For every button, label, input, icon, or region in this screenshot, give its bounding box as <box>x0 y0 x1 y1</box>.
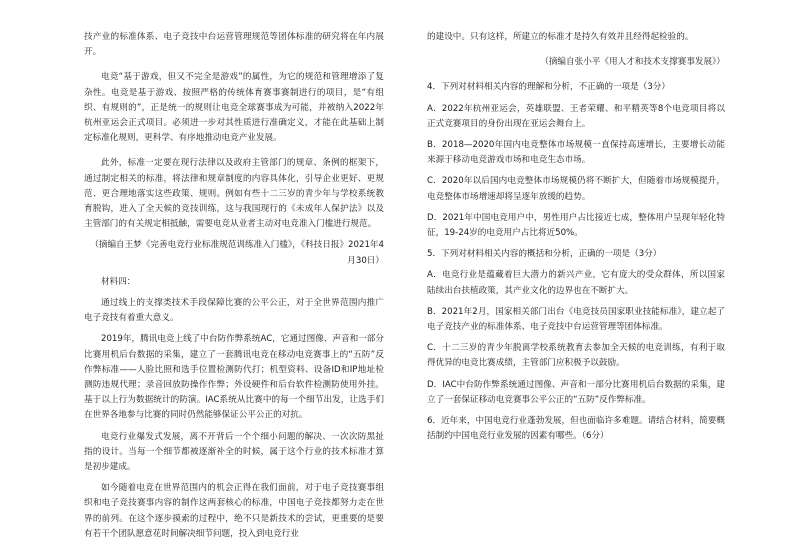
right-column <box>427 30 725 444</box>
question-5-option-c: C．十二三岁的青少年脱离学校系统教育去参加全天候的电竞训练，有利于取得优异的电竞比赛成绩，主管部门应积极予以鼓励。 <box>427 343 725 369</box>
material-four-heading: 材料四： <box>101 276 136 287</box>
source-citation-1: （摘编自王梦《完善电竞行业标准规范训练准入门槛》，《科技日报》2021年4月30日） <box>90 240 384 266</box>
left-paragraph-4: 通过线上的支撑类技术手段保障比赛的公平公正，对于全世界范围内推广电子竞技有着重大意义。 <box>84 298 384 324</box>
left-paragraph-6: 电竞行业爆发式发展，离不开背后一个个细小问题的解决、一次次防黑扯指的设计。当每一个细节都被逐渐补全的时候，属于这个行业的技术标准才算是初步建成。 <box>84 431 384 473</box>
question-5: 5．下列对材料相关内容的概括和分析，正确的一项是（3分） <box>427 249 662 260</box>
source-citation-2: （摘编自张小平《用人才和技术支撑赛事发展》） <box>540 57 725 68</box>
question-5-option-a: A．电竞行业是蕴藏着巨大潜力的新兴产业，它有庞大的受众群体，所以国家陆续出台扶植政策，其产业文化的边界也在不断扩大。 <box>427 270 725 296</box>
left-paragraph-2: 电竞“基于游戏，但又不完全是游戏”的属性，为它的规范和管理增添了复杂性。电竞是基于游戏、按照严格的传统体育赛事赛制进行的项目，是“有组织、有规则的”，正是统一的规则让电竞全球赛事成为可能，并被纳入2022年杭州亚运会正式项目。必须进一步对其性质进行准确定义，才能在此基础上制定标准化规则，更科学、有序地推动电竞产业发展。 <box>84 72 384 144</box>
left-paragraph-7: 如今随着电竞在世界范围内的机会正得在我们面前，对于电子竞技赛事组织和电子竞技赛事内容的制作这两套核心的标准，中国电子竞技都努力走在世界的前列。在这个逐步摸索的过程中，绝不只是新技术的尝试，更重要的是要有若干个团队愿意花时间解决细节问题，投入到电竞行业 <box>84 483 384 539</box>
left-paragraph-3: 此外，标准一定要在现行法律以及政府主管部门的规章、条例的框架下，通过制定相关的标准，将法律和规章制度的内容具体化，引导企业更好、更规范、更合理地落实这些政策、规则。例如有些十二三岁的青少年与学校系统教育脱钩，进入了全天候的竞技训练，这与我国现行的《未成年人保护法》以及主管部门的有关规定相抵触，需要电竞从业者主动对电竞准入门槛进行规范。 <box>84 158 384 230</box>
question-4: 4．下列对材料相关内容的理解和分析，不正确的一项是（3分） <box>427 82 670 93</box>
question-5-option-d: D．IAC中台防作弊系统通过图像、声音和一部分比赛用机后台数据的采集，建立了一套保证移动电竞赛事公平公正的“五防”反作弊标准。 <box>427 379 725 405</box>
left-column <box>84 30 384 542</box>
left-paragraph-5: 2019年，腾讯电竞上线了中台防作弊系统AC，它通过图像、声音和一部分比赛用机后台数据的采集，建立了一套腾讯电竞在移动电竞赛事上的“五防”反作弊标准——人脸比照和选手位置检测防代打；机型资料、设备ID和IP地址检测防违规代理；录音回放防操作作弊；外设硬件和后台软件检测防使用外挂。基于以上行为数据统计的防演。IAC系统从比赛中的每一个细节出发，让选手们在世界各地参与比赛的同时仍然能够保证公平公正的对抗。 <box>84 334 384 421</box>
question-4-option-b: B．2018—2020年国内电竞整体市场规模一直保持高速增长，主要增长动能来源于移动电竞游戏市场和电竞生态市场。 <box>427 140 725 166</box>
question-6: 6．近年来，中国电竞行业蓬勃发展，但也面临许多难题。请结合材料，简要概括制约中国电竞行业发展的因素有哪些。（6分） <box>427 416 725 442</box>
question-4-option-d: D．2021年中国电竞用户中，男性用户占比接近七成，整体用户呈现年轻化特征，19-24岁的电竞用户占比将近50%。 <box>427 212 725 239</box>
question-4-option-a: A．2022年杭州亚运会，英雄联盟、王者荣耀、和平精英等8个电竞项目将以正式竞赛项目的身份出现在亚运会舞台上。 <box>427 103 725 129</box>
right-paragraph-1: 的建设中。只有这样，所建立的标准才是持久有效并且经得起检验的。 <box>427 32 694 42</box>
question-4-option-c: C．2020年以后国内电竞整体市场规模仍将不断扩大，但随着市场规模提升，电竞整体市场增速却将呈逐年放缓的趋势。 <box>427 176 725 202</box>
question-5-option-b: B．2021年2月，国家相关部门出台《电竞技员国家职业技能标准》，建立起了电子竞技产业的标准体系、电子竞技中台运营管理等团体标准。 <box>427 306 725 333</box>
left-paragraph-1: 技产业的标准体系、电子竞技中台运营管理规范等团体标准的研究将在年内展开。 <box>84 32 384 58</box>
